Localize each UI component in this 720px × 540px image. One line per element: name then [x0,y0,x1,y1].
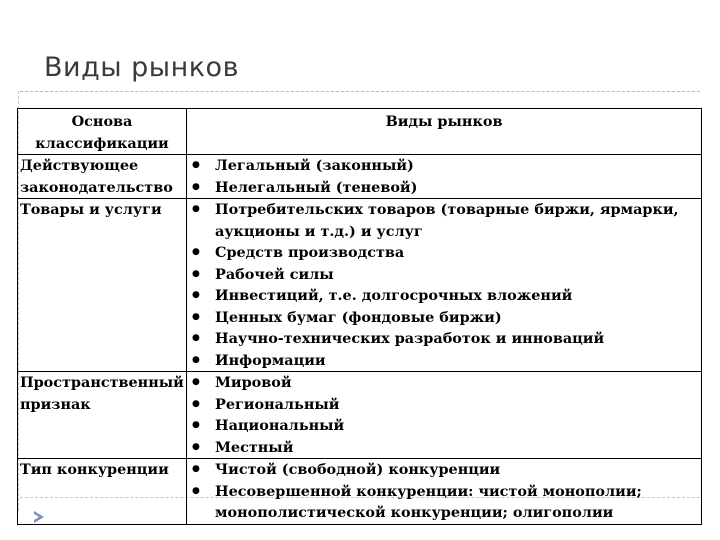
list-item-text: Несовершенной конкуренции: чистой монополии; монополистической конкуренции; олигополии [215,482,642,521]
list-item-text: Потребительских товаров (товарные биржи, ярмарки, аукционы и т.д.) и услуг [215,201,679,240]
category-label: Тип конкуренции [20,461,169,478]
bullet-icon: ● [192,160,200,170]
table-row [18,155,702,199]
table-row [18,372,702,459]
list-item-text: Мировой [215,374,292,391]
list-item-text: Легальный (законный) [215,157,414,174]
bullet-icon: ● [192,441,200,452]
bullet-icon: ● [192,464,200,474]
list-item [189,242,701,264]
table-row [18,199,702,372]
list-item-text: Инвестиций, т.е. долгосрочных вложений [215,287,573,304]
list-item [189,459,701,481]
table-row [18,459,702,525]
bullet-icon: ● [192,354,200,365]
table-header-row [18,109,702,155]
bullet-icon: ● [192,420,200,430]
list-item-text: Национальный [215,417,345,434]
category-cell [18,372,187,459]
list-item [189,437,701,459]
market-types-table [17,108,702,525]
list-item-text: Ценных бумаг (фондовые биржи) [215,308,502,326]
bullet-icon: ● [192,290,200,300]
header-types: Виды рынков [187,109,702,155]
market-types-cell [187,199,702,372]
slide-title: Виды рынков [44,52,239,83]
triangle-arrow-icon[interactable] [33,510,45,524]
list-item-text: Чистой (свободной) конкуренции [215,461,501,478]
list-item-text: Местный [215,438,294,456]
bullet-icon: ● [192,398,200,409]
category-label: Товары и услуги [20,201,162,218]
list-item [189,481,701,524]
bullet-icon: ● [192,377,200,387]
market-types-cell [187,372,702,459]
table-body [18,155,702,525]
bullet-icon: ● [192,333,200,343]
list-item [189,307,701,329]
list-item [189,350,701,372]
list-item-text: Информации [215,351,326,369]
list-item [189,415,701,437]
list-item-text: Нелегальный (теневой) [215,178,418,196]
list-item [189,177,701,199]
header-basis: Основа классификации [18,109,187,155]
list-item [189,155,701,177]
bullet-icon: ● [192,204,200,214]
market-types-cell [187,155,702,199]
category-label: Действующее законодательство [20,157,173,196]
list-item [189,199,701,242]
list-item-text: Рабочей силы [215,265,334,283]
list-item-text: Региональный [215,395,340,413]
bullet-icon: ● [192,181,200,192]
list-item [189,285,701,307]
list-item-text: Средств производства [215,244,405,261]
list-item [189,394,701,416]
bullet-icon: ● [192,268,200,279]
bullet-icon: ● [192,485,200,496]
bullet-icon: ● [192,311,200,322]
list-item-text: Научно-технических разработок и инноваций [215,330,605,347]
list-item [189,372,701,394]
bullet-icon: ● [192,247,200,257]
market-types-cell [187,459,702,525]
title-divider [20,91,700,92]
category-cell [18,155,187,199]
category-cell [18,199,187,372]
category-label: Пространственный признак [20,374,184,413]
list-item [189,328,701,350]
list-item [189,264,701,286]
